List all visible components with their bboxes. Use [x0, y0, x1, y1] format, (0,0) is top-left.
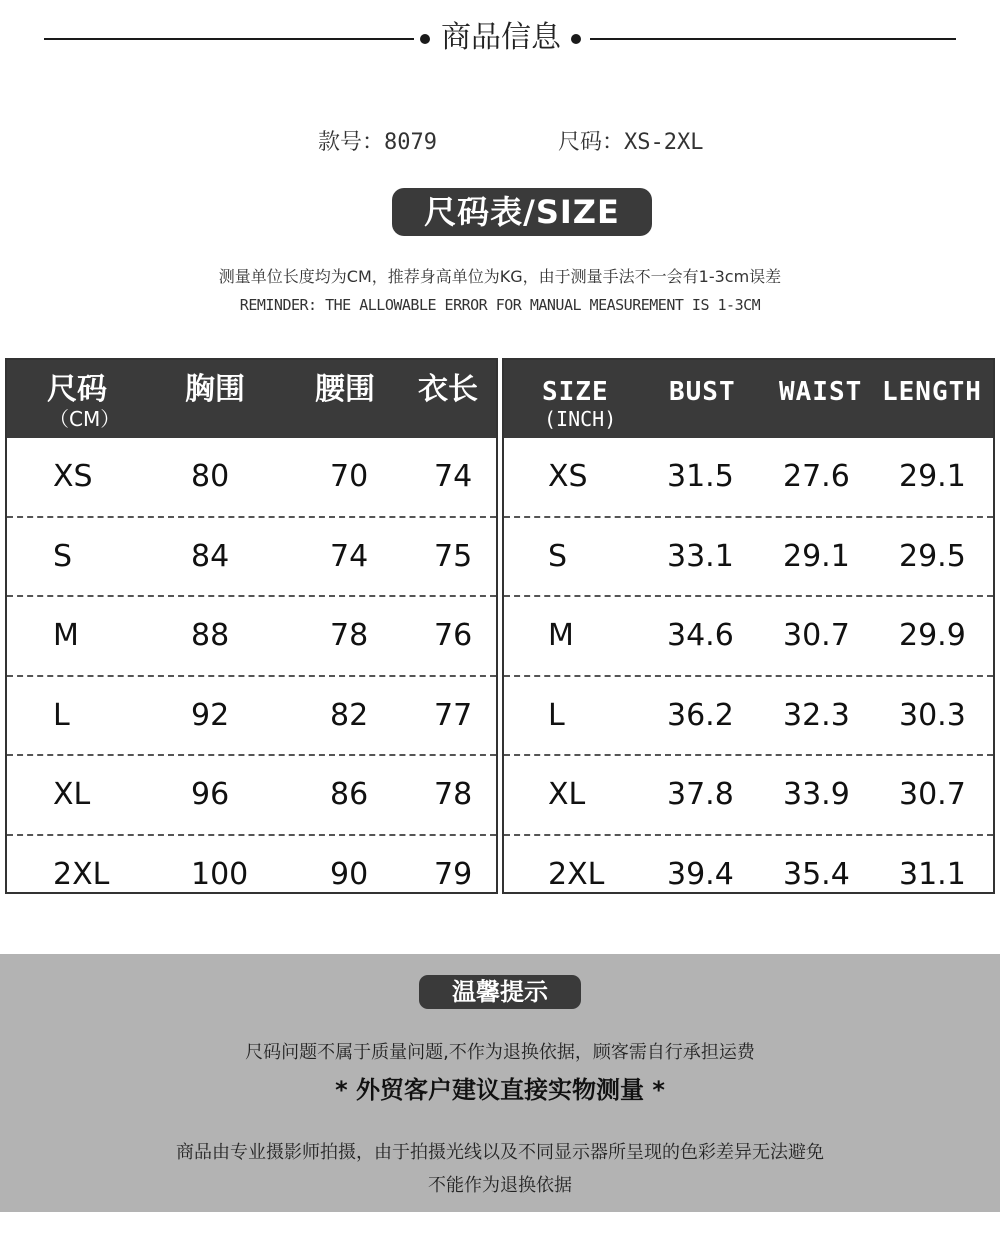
size-table-inch: [502, 358, 995, 894]
cell-waist: 90: [330, 856, 369, 892]
cell-waist: 86: [330, 777, 369, 813]
cell-size: XS: [548, 459, 588, 494]
cell-size: M: [53, 618, 79, 654]
header-label: 胸围: [185, 372, 245, 407]
table-row: [504, 754, 993, 834]
tips-line-measure-advice: * 外贸客户建议直接实物测量 *: [335, 1076, 665, 1104]
cell-length: 30.7: [899, 777, 966, 813]
cell-length: 31.1: [899, 856, 966, 892]
table-row: [504, 675, 993, 755]
header-label: 衣长: [418, 372, 478, 407]
cell-size: M: [548, 618, 574, 654]
cell-bust: 92: [191, 697, 230, 733]
table-row: [7, 754, 496, 834]
header-label: BUST: [669, 377, 736, 407]
title-dot-left: [420, 34, 430, 44]
cell-waist: 30.7: [783, 618, 850, 654]
table-row: [504, 834, 993, 914]
cell-size: 2XL: [548, 856, 605, 892]
cell-size: 2XL: [53, 856, 110, 892]
table-body: [7, 438, 496, 914]
cell-bust: 34.6: [667, 618, 734, 654]
cell-length: 79: [434, 856, 473, 892]
style-number: 款号：8079: [318, 130, 437, 155]
cell-length: 76: [434, 618, 473, 654]
cell-length: 77: [434, 697, 473, 733]
cell-length: 29.1: [899, 459, 966, 494]
header-label: LENGTH: [882, 377, 982, 407]
cell-bust: 88: [191, 618, 230, 654]
cell-waist: 27.6: [783, 459, 850, 494]
table-row: [7, 438, 496, 516]
header-label: WAIST: [779, 377, 863, 407]
cell-waist: 32.3: [783, 697, 850, 733]
section-title: [0, 18, 1000, 62]
cell-size: S: [548, 538, 568, 574]
cell-size: L: [53, 697, 70, 733]
cell-size: L: [548, 697, 565, 733]
measurement-note-en: REMINDER: THE ALLOWABLE ERROR FOR MANUAL MEASUREMENT IS 1-3CM: [239, 296, 761, 314]
cell-length: 75: [434, 538, 473, 574]
cell-waist: 78: [330, 618, 369, 654]
table-row: [504, 438, 993, 516]
table-header: [7, 360, 496, 438]
header-label: 尺码: [47, 372, 107, 407]
cell-waist: 33.9: [783, 777, 850, 813]
tips-panel: [0, 954, 1000, 1212]
cell-bust: 33.1: [667, 538, 734, 574]
table-row: [504, 595, 993, 675]
cell-bust: 31.5: [667, 459, 734, 494]
size-table-cm: [5, 358, 498, 894]
size-chart-badge: 尺码表/SIZE: [392, 188, 652, 236]
title-rule-right: [590, 38, 956, 40]
cell-waist: 70: [330, 459, 369, 494]
cell-size: XL: [53, 777, 91, 813]
cell-bust: 96: [191, 777, 230, 813]
cell-bust: 39.4: [667, 856, 734, 892]
cell-length: 74: [434, 459, 473, 494]
table-row: [7, 516, 496, 596]
tips-line-size-policy: 尺码问题不属于质量问题,不作为退换依据，顾客需自行承担运费: [245, 1042, 755, 1063]
cell-bust: 37.8: [667, 777, 734, 813]
cell-size: XL: [548, 777, 586, 813]
size-range: 尺码：XS-2XL: [558, 130, 704, 155]
header-unit: (INCH): [544, 407, 617, 431]
cell-waist: 74: [330, 538, 369, 574]
cell-length: 30.3: [899, 697, 966, 733]
table-body: [504, 438, 993, 914]
header-unit: （CM）: [49, 407, 121, 431]
cell-bust: 80: [191, 459, 230, 494]
cell-size: XS: [53, 459, 93, 494]
cell-length: 78: [434, 777, 473, 813]
cell-waist: 29.1: [783, 538, 850, 574]
tips-line-no-return: 不能作为退换依据: [428, 1175, 572, 1196]
header-label: 腰围: [315, 372, 375, 407]
cell-length: 29.5: [899, 538, 966, 574]
cell-bust: 84: [191, 538, 230, 574]
tips-line-photo-note: 商品由专业摄影师拍摄，由于拍摄光线以及不同显示器所呈现的色彩差异无法避免: [176, 1142, 824, 1163]
cell-waist: 82: [330, 697, 369, 733]
measurement-note-cn: 测量单位长度均为CM，推荐身高单位为KG，由于测量手法不一会有1-3cm误差: [218, 267, 782, 286]
table-header: [504, 360, 993, 438]
cell-bust: 36.2: [667, 697, 734, 733]
cell-bust: 100: [191, 856, 249, 892]
cell-length: 29.9: [899, 618, 966, 654]
cell-waist: 35.4: [783, 856, 850, 892]
title-dot-right: [571, 34, 581, 44]
header-label: SIZE: [542, 377, 609, 407]
page-title: 商品信息: [441, 20, 561, 55]
cell-size: S: [53, 538, 73, 574]
table-row: [7, 595, 496, 675]
table-row: [7, 834, 496, 914]
table-row: [7, 675, 496, 755]
title-rule-left: [44, 38, 414, 40]
tips-badge: 温馨提示: [419, 975, 581, 1009]
table-row: [504, 516, 993, 596]
